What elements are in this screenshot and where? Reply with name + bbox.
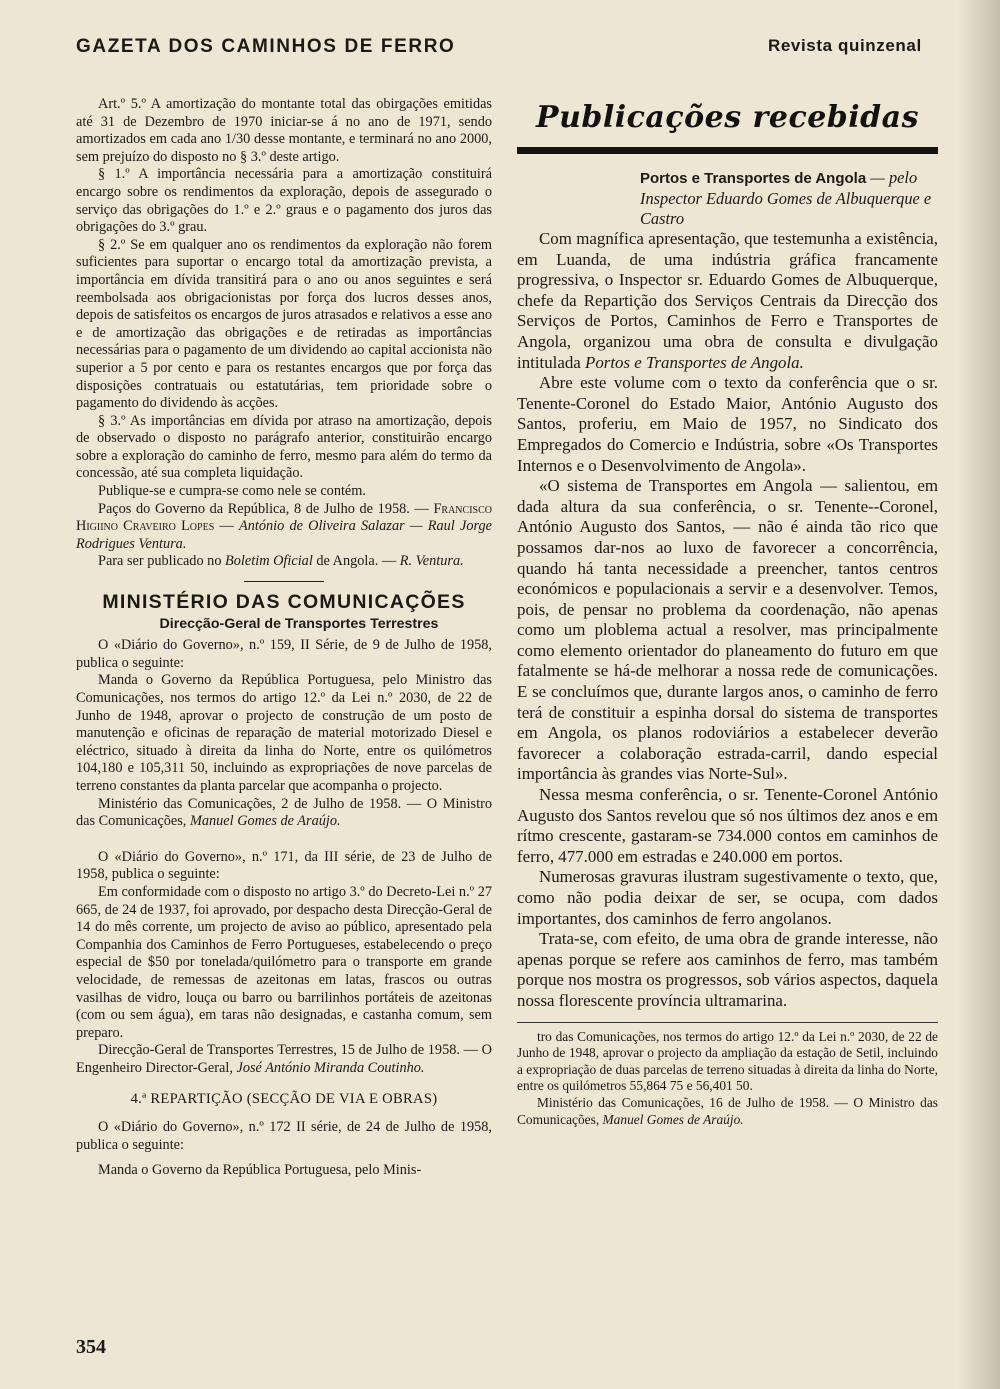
dg2-signature [76,1042,492,1077]
review-body [517,229,938,1012]
review-paragraph-5: Numerosas gravuras ilustram sugestivamente o texto, que, como não podia deixar de ser, se ocupa, com dados importantes, dos caminhos de ferro angolanos. [517,867,938,928]
dg1-signature [76,796,492,831]
dg1-intro: O «Diário do Governo», n.º 159, II Série, de 9 de Julho de 1958, publica o seguinte: [76,637,492,671]
right-column [517,96,938,1128]
signature-dash: — [214,518,239,535]
publication-order: Publique-se e cumpra-se como nele se contém. [98,483,366,500]
signature-place-date: Paços do Governo da República, 8 de Julho de 1958. — [98,500,429,517]
column-divider [517,1022,938,1023]
spacer [76,1154,492,1162]
article-5-paragraph: Art.º 5.º A amortização do montante total das obirgações emitidas até 31 de Dezembro de 1970 iniciar-se á no ano de 1971, sendo amortizados em cada ano 1/30 desse montante, e terminará no ano 2000, sem prejuízo do disposto no § 3.º deste artigo. [76,96,492,165]
review-paragraph-1 [517,229,938,373]
dg1-body: Manda o Governo da República Portuguesa, pelo Ministro das Comunicações, nos termos do artigo 12.º da Lei n.º 2030, de 22 de Junho de 1948, aprovar o projecto de construção de um posto de manutenção e oficinas de reparação de material motorizado Diesel e eléctrico, situado à direita da linha do Norte, entre os quilómetros 104,180 e 105,311 50, incluindo as expropriações de nove parcelas de terreno constantes da planta parcelar que acompanha o projecto. [76,672,492,794]
signature-ministers: António de Oliveira Salazar — Raul Jorge Rodrigues Ventura. [76,518,492,552]
dg2-signature-name: José António Miranda Coutinho. [236,1059,425,1076]
ministry-title: MINISTÉRIO DAS COMUNICAÇÕES [102,591,466,614]
section-divider [244,581,324,582]
left-column [76,96,492,1180]
book-author: — pelo Inspector Eduardo Gomes de Albuquerque e Castro [640,168,932,228]
continued-signature [517,1095,938,1128]
review-book-name: Portos e Transportes de Angola. [585,352,804,372]
continued-body: tro das Comunicações, nos termos do artigo 12.º da Lei n.º 2030, de 22 de Junho de 1948, aprovar o projecto da ampliação da estação de Setil, incluindo a expropriação de duas parcelas de terreno situadas à direita da linha do Norte, entre os quilómetros 55,864 75 e 56,401 50. [517,1028,938,1094]
review-paragraph-3: «O sistema de Transportes em Angola — salientou, em dada altura da sua conferência, o sr. Tenente--Coronel, António Augusto dos Santos, — não é ainda tão rico que possamos dar-nos ao luxo de favorecer a concorrência, quando há tanta necessidade a preencher, tantos centros económicos e populacionais a servir e a desenvolver. Temos, pois, de pensar no problema da coordenação, não apenas como um ploblema actual a resolver, mas principalmente como elemento orientador do planeamento do futuro em que fatalmente se há-de melhorar a nossa rede de comunicações. E se concluímos que, durante largos anos, o caminho de ferro terá de constituir a espinha dorsal do sistema de transportes em Angola, os planos rodoviários a estabelecer deverão favorecer a colaboração estrada-carril, dando especial importância às grandes vias Norte-Sul». [517,476,938,784]
repartition-heading: 4.ª REPARTIÇÃO (SECÇÃO DE VIA E OBRAS) [130,1091,438,1108]
continued-signature-name: Manuel Gomes de Araújo. [602,1111,744,1127]
section-gap [76,831,492,849]
review-paragraph-6: Trata-se, com efeito, de uma obra de grande interesse, não apenas porque se refere aos caminhos de ferro, mas também porque nos mostra os progressos, sob vários aspectos, daquela nossa florescente província ultramarina. [517,929,938,1010]
page-number: 354 [76,1336,106,1358]
boletim-note-publication: Boletim Oficial [225,553,313,570]
boletim-note [76,553,492,571]
review-paragraph-4: Nessa mesma conferência, o sr. Tenente-Coronel António Augusto dos Santos revelou que só nos últimos dez anos e em rítmo crescente, gastaram-se 734.000 contos em caminhos de ferro, 477.000 em estradas e 240.000 em portos. [517,785,938,866]
page-edge-shadow [958,0,1000,1389]
signature-president: Francisco Higiino Craveiro Lopes [76,500,492,535]
rep4-intro: O «Diário do Governo», n.º 172 II série, de 24 de Julho de 1958, publica o seguinte: [76,1119,492,1153]
review-paragraph-1-text: Com magnífica apresentação, que testemunha a existência, em Luanda, de uma indústria gráfica francamente progressiva, o Inspector sr. Eduardo Gomes de Albuquerque, chefe da Repartição dos Serviços Centrais da Direcção dos Serviços de Portos, Caminhos de Ferro e Transportes de Angola, organizou uma obra de consulta e divulgação intitulada [517,229,938,372]
dg1-signature-text: Ministério das Comunicações, 2 de Julho de 1958. — O Ministro das Comunicações, [76,795,492,830]
review-paragraph-2: Abre este volume com o texto da conferência que o sr. Tenente-Coronel do Estado Maior, António Augusto dos Santos, proferiu, em Maio de 1957, no Sindicato dos Empregados do Comercio e Indústria, sobre «Os Transportes Internos e o Desenvolvimento de Angola». [517,373,938,475]
article-5-section-1: § 1.º A importância necessária para a amortização constituirá encargo sobre os rendimentos da exploração, depois de assegurado o serviço das obrigações do 1.º e 2.º graus e o pagamento dos juros das obrigações do 3.º grau. [76,166,492,236]
rep4-body-start: Manda o Governo da República Portuguesa, pelo Minis- [98,1162,422,1179]
decree-signature [76,501,492,554]
title-bar [517,147,938,154]
section-title: Publicações recebidas [536,100,919,135]
book-title: Portos e Transportes de Angola [640,170,867,187]
continued-signature-text: Ministério das Comunicações, 16 de Julho de 1958. — O Ministro das Comunicações, [517,1094,938,1127]
boletim-note-pre: Para ser publicado no [98,553,226,570]
book-heading [640,168,938,229]
journal-title: GAZETA DOS CAMINHOS DE FERRO [76,36,456,57]
journal-subtitle: Revista quinzenal [768,36,922,55]
ministry-subtitle: Direcção-Geral de Transportes Terrestres [159,615,439,632]
boletim-note-post: de Angola. — [312,553,397,570]
dg2-intro: O «Diário do Governo», n.º 171, da III série, de 23 de Julho de 1958, publica o seguinte: [76,848,492,883]
dg2-body: Em conformidade com o disposto no artigo 3.º do Decreto-Lei n.º 27 665, de 24 de 1937, foi aprovado, por despacho desta Direcção-Geral de 14 do mês corrente, um projecto de aviso ao público, apresentado pela Companhia dos Caminhos de Ferro Portugueses, estabelecendo o preço especial de $50 por tonelada/quilómetro para o transporte em grande velocidade, de remessas de azeitonas em latas, frascos ou outras vasilhas de vidro, louça ou barro ou barrilinhos portáteis de azeitonas (com ou sem água), em taras não designadas, e castanha comum, sem preparo. [76,883,492,1041]
dg2-signature-text: Direcção-Geral de Transportes Terrestres, 15 de Julho de 1958. — O Engenheiro Director-Geral, [76,1042,492,1076]
boletim-note-signature: R. Ventura. [399,553,464,570]
continued-text [517,1029,938,1129]
article-5-section-3: § 3.º As importâncias em dívida por atraso na amortização, depois de observado o disposto no parágrafo anterior, constituirão encargo sobre a exploração do caminho de ferro, mesmo para além do termo da concessão, até sua completa liquidação. [76,412,492,482]
dg1-signature-name: Manuel Gomes de Araújo. [189,813,341,830]
article-5-section-2: § 2.º Se em qualquer ano os rendimentos da exploração não forem suficientes para suportar o encargo total da amortização prevista, a importância em dívida transitirá para o ano ou anos seguintes e será reembolsada aos obrigacionistas por força dos lucros desses anos, depois de satisfeitos os encargos de juros atrasados e relativos a esse ano e de amortização das obrigações e de retiradas as importâncias necessárias para o pagamento de um dividendo ao capital accionista não superior a 5 por cento e para os restantes encargos que por força das disposições contratuais ou estatutárias, tem prioridade sobre o pagamento do dividendo às acções. [76,236,492,412]
